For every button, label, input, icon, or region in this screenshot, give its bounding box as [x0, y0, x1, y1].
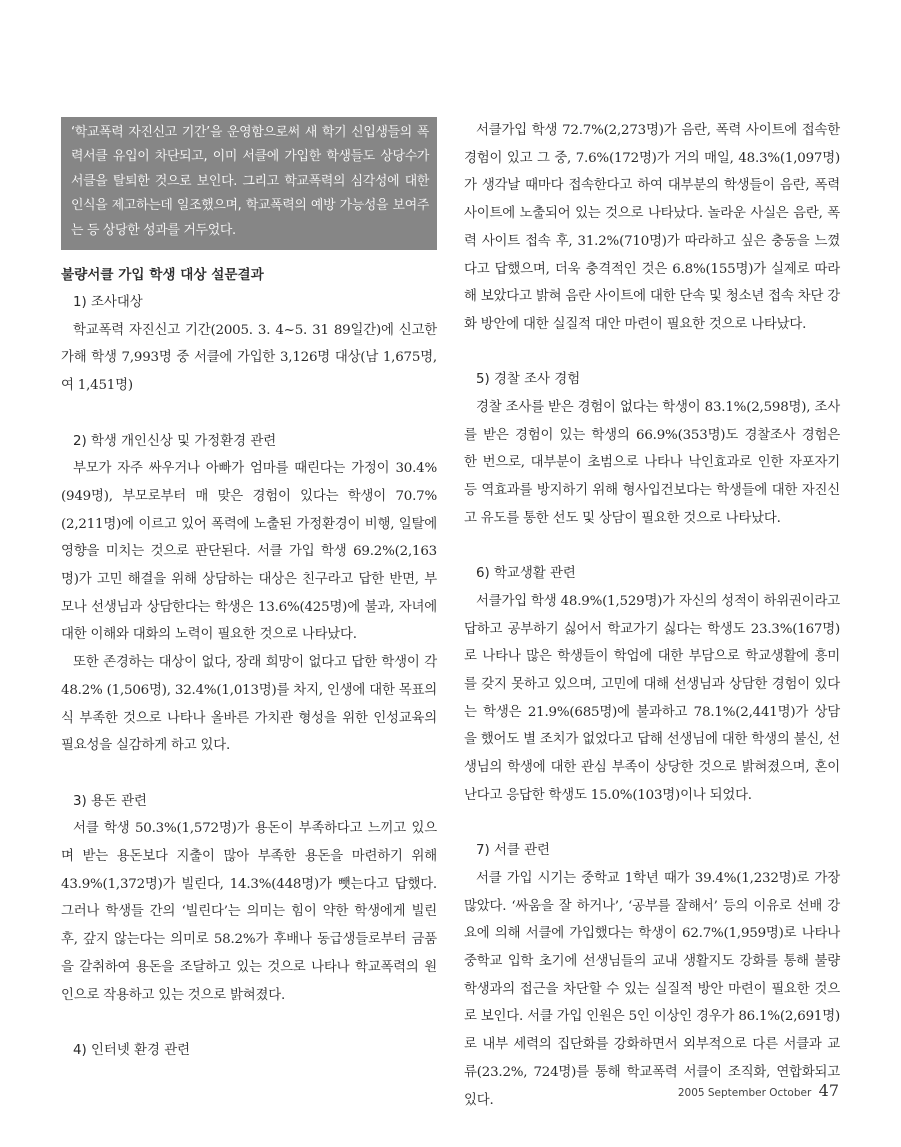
summary-box: ‘학교폭력 자진신고 기간’을 운영함으로써 새 학기 신입생들의 폭력서클 유입이 차단되고, 이미 서클에 가입한 학생들도 상당수가 서클을 탈퇴한 것으로 보인다. 그리고 학교폭력의 심각성에 대한 인식을 제고하는데 일조했으며, 학교폭력의 예방 가능성을 보여주는 등 상당한 성과를 거두었다. [61, 117, 437, 250]
body-police: 경찰 조사를 받은 경험이 없다는 학생이 83.1%(2,598명), 조사를 받은 경험이 있는 학생의 66.9%(353명)도 경찰조사 경험은 한 번으로, 대부분이 초범으로 나타나 낙인효과로 인한 자포자기 등 역효과를 방지하기 위해 형사입건보다는 학생들에 대한 자진신고 유도를 통한 선도 및 상담이 필요한 것으로 나타났다. [464, 400, 840, 526]
heading-allowance: 3) 용돈 관련 [73, 793, 147, 809]
body-internet: 서클가입 학생 72.7%(2,273명)가 음란, 폭력 사이트에 접속한 경험이 있고 그 중, 7.6%(172명)가 거의 매일, 48.3%(1,097명)가 생각날 때마다 접속한다고 하여 대부분의 학생들이 음란, 폭력 사이트에 노출되어 있는 것으로 나타났다. 놀라운 사실은 음란, 폭력 사이트 접속 후, 31.2%(710명)가 따라하고 싶은 충동을 느꼈다고 답했으며, 더욱 충격적인 것은 6.8%(155명)가 실제로 따라해 보았다고 밝혀 음란 사이트에 대한 단속 및 청소년 접속 차단 강화 방안에 대한 실질적 대안 마련이 필요한 것으로 나타났다. [464, 123, 840, 332]
heading-school-life: 6) 학교생활 관련 [476, 566, 576, 582]
heading-internet: 4) 인터넷 환경 관련 [73, 1042, 191, 1058]
footer-date: 2005 September October [677, 1087, 812, 1099]
body-school-life: 서클가입 학생 48.9%(1,529명)가 자신의 성적이 하위권이라고 답하고 공부하기 싫어서 학교가기 싫다는 학생도 23.3%(167명)로 나타나 많은 학생들이 학업에 대한 부담으로 학교생활에 흥미를 갖지 못하고 있으며, 고민에 대해 선생님과 상담한 경험이 있다는 학생은 21.9%(685명)에 불과하고 78.1%(2,441명)가 상담을 했어도 별 조치가 없었다고 답해 선생님에 대한 학생의 불신, 선생님의 학생에 대한 관심 부족이 상당한 것으로 밝혀졌으며, 혼이 난다고 응답한 학생도 15.0%(103명)이나 되었다. [464, 593, 840, 803]
body-family-2: 또한 존경하는 대상이 없다, 장래 희망이 없다고 답한 학생이 각 48.2% (1,506명), 32.4%(1,013명)를 차지, 인생에 대한 목표의식 부족한 것으로 나타나 올바른 가치관 형성을 위한 인성교육의 필요성을 실감하게 하고 있다. [61, 655, 437, 754]
right-column [464, 117, 840, 1114]
heading-family: 2) 학생 개인신상 및 가정환경 관련 [73, 433, 277, 449]
left-column [61, 117, 437, 1065]
page-footer [678, 1081, 839, 1100]
body-allowance: 서클 학생 50.3%(1,572명)가 용돈이 부족하다고 느끼고 있으며 받는 용돈보다 지출이 많아 부족한 용돈을 마련하기 위해 43.9%(1,372명)가 빌린다, 14.3%(448명)가 뺏는다고 답했다. 그러나 학생들 간의 ‘빌린다’는 의미는 힘이 약한 학생에게 빌린 후, 갚지 않는다는 의미로 58.2%가 후배나 동급생들로부터 금품을 갈취하여 용돈을 조달하고 있는 것으로 나타나 학교폭력의 원인으로 작용하고 있는 것으로 밝혀졌다. [61, 821, 437, 1003]
body-circle: 서클 가입 시기는 중학교 1학년 때가 39.4%(1,232명)로 가장 많았다. ‘싸움을 잘 하거나’, ‘공부를 잘해서’ 등의 이유로 선배 강요에 의해 서클에 가입했다는 학생이 62.7%(1,959명)로 나타나 중학교 입학 초기에 선생님들의 교내 생활지도 강화를 통해 불량 학생과의 접근을 차단할 수 있는 실질적 방안 마련이 필요한 것으로 보인다. 서클 가입 인원은 5인 이상인 경우가 86.1%(2,691명)로 내부 세력의 집단화를 강화하면서 외부적으로 다른 서클과 교류(23.2%, 724명)를 통해 학교폭력 서클이 조직화, 연합화되고 있다. [464, 870, 840, 1108]
heading-circle: 7) 서클 관련 [476, 843, 550, 859]
heading-survey-target: 1) 조사대상 [73, 295, 143, 311]
section-title: 불량서클 가입 학생 대상 설문결과 [61, 267, 264, 284]
body-survey-target: 학교폭력 자진신고 기간(2005. 3. 4~5. 31 89일간)에 신고한 가해 학생 7,993명 중 서클에 가입한 3,126명 대상(남 1,675명, 여 1,451명) [61, 322, 437, 394]
page-number: 47 [818, 1081, 839, 1100]
body-family-1: 부모가 자주 싸우거나 아빠가 엄마를 때린다는 가정이 30.4%(949명), 부모로부터 매 맞은 경험이 있다는 학생이 70.7%(2,211명)에 이르고 있어 폭력에 노출된 가정환경이 비행, 일탈에 영향을 미치는 것으로 판단된다. 서클 가입 학생 69.2%(2,163명)가 고민 해결을 위해 상담하는 대상은 친구라고 답한 반면, 부모나 선생님과 상담한다는 학생은 13.6%(425명)에 불과, 자녀에 대한 이해와 대화의 노력이 필요한 것으로 나타났다. [61, 461, 437, 643]
heading-police: 5) 경찰 조사 경험 [476, 372, 581, 388]
